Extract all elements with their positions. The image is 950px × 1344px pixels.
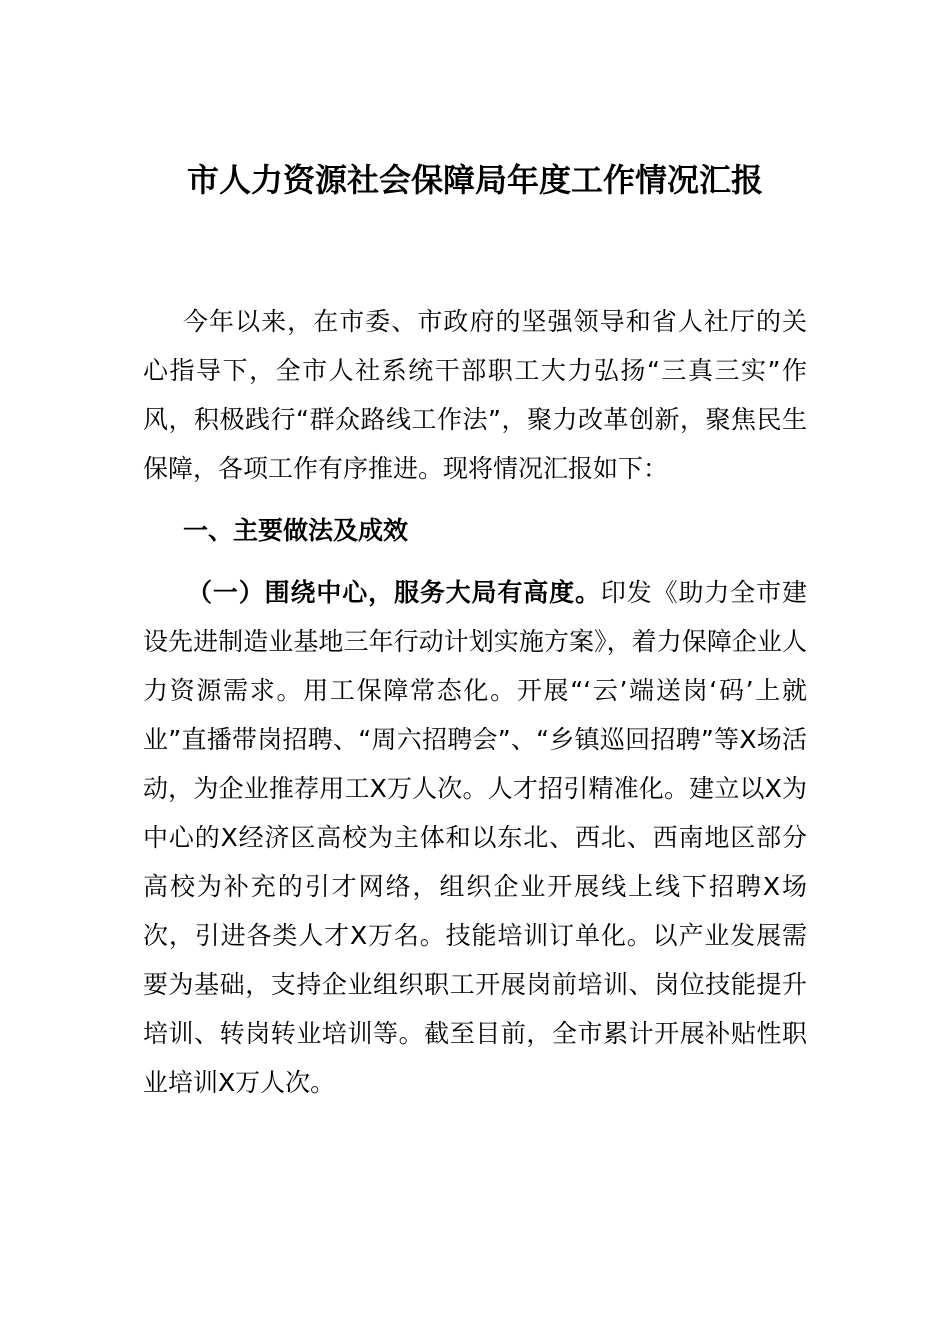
document-title: 市人力资源社会保障局年度工作情况汇报 bbox=[186, 161, 763, 199]
subsection-lead: （一）围绕中心，服务大局有高度。 bbox=[187, 578, 601, 607]
subsection-paragraph bbox=[143, 568, 807, 1107]
intro-paragraph: 今年以来，在市委、市政府的坚强领导和省人社厅的关心指导下，全市人社系统干部职工大力弘扬“三真三实”作风，积极践行“群众路线工作法”，聚力改革创新，聚焦民生保障，各项工作有序推进。现将情况汇报如下： bbox=[143, 307, 807, 483]
subsection-body: 印发《助力全市建设先进制造业基地三年行动计划实施方案》，着力保障企业人力资源需求。用工保障常态化。开展“‘云’端送岗‘码’上就业”直播带岗招聘、“周六招聘会”、“乡镇巡回招聘”等X场活动，为企业推荐用工X万人次。人才招引精准化。建立以X为中心的X经济区高校为主体和以东北、西北、西南地区部分高校为补充的引才网络，组织企业开展线上线下招聘X场次，引进各类人才X万名。技能培训订单化。以产业发展需要为基础，支持企业组织职工开展岗前培训、岗位技能提升培训、转岗转业培训等。截至目前，全市累计开展补贴性职业培训X万人次。 bbox=[143, 578, 807, 1097]
section-heading: 一、主要做法及成效 bbox=[183, 516, 409, 545]
